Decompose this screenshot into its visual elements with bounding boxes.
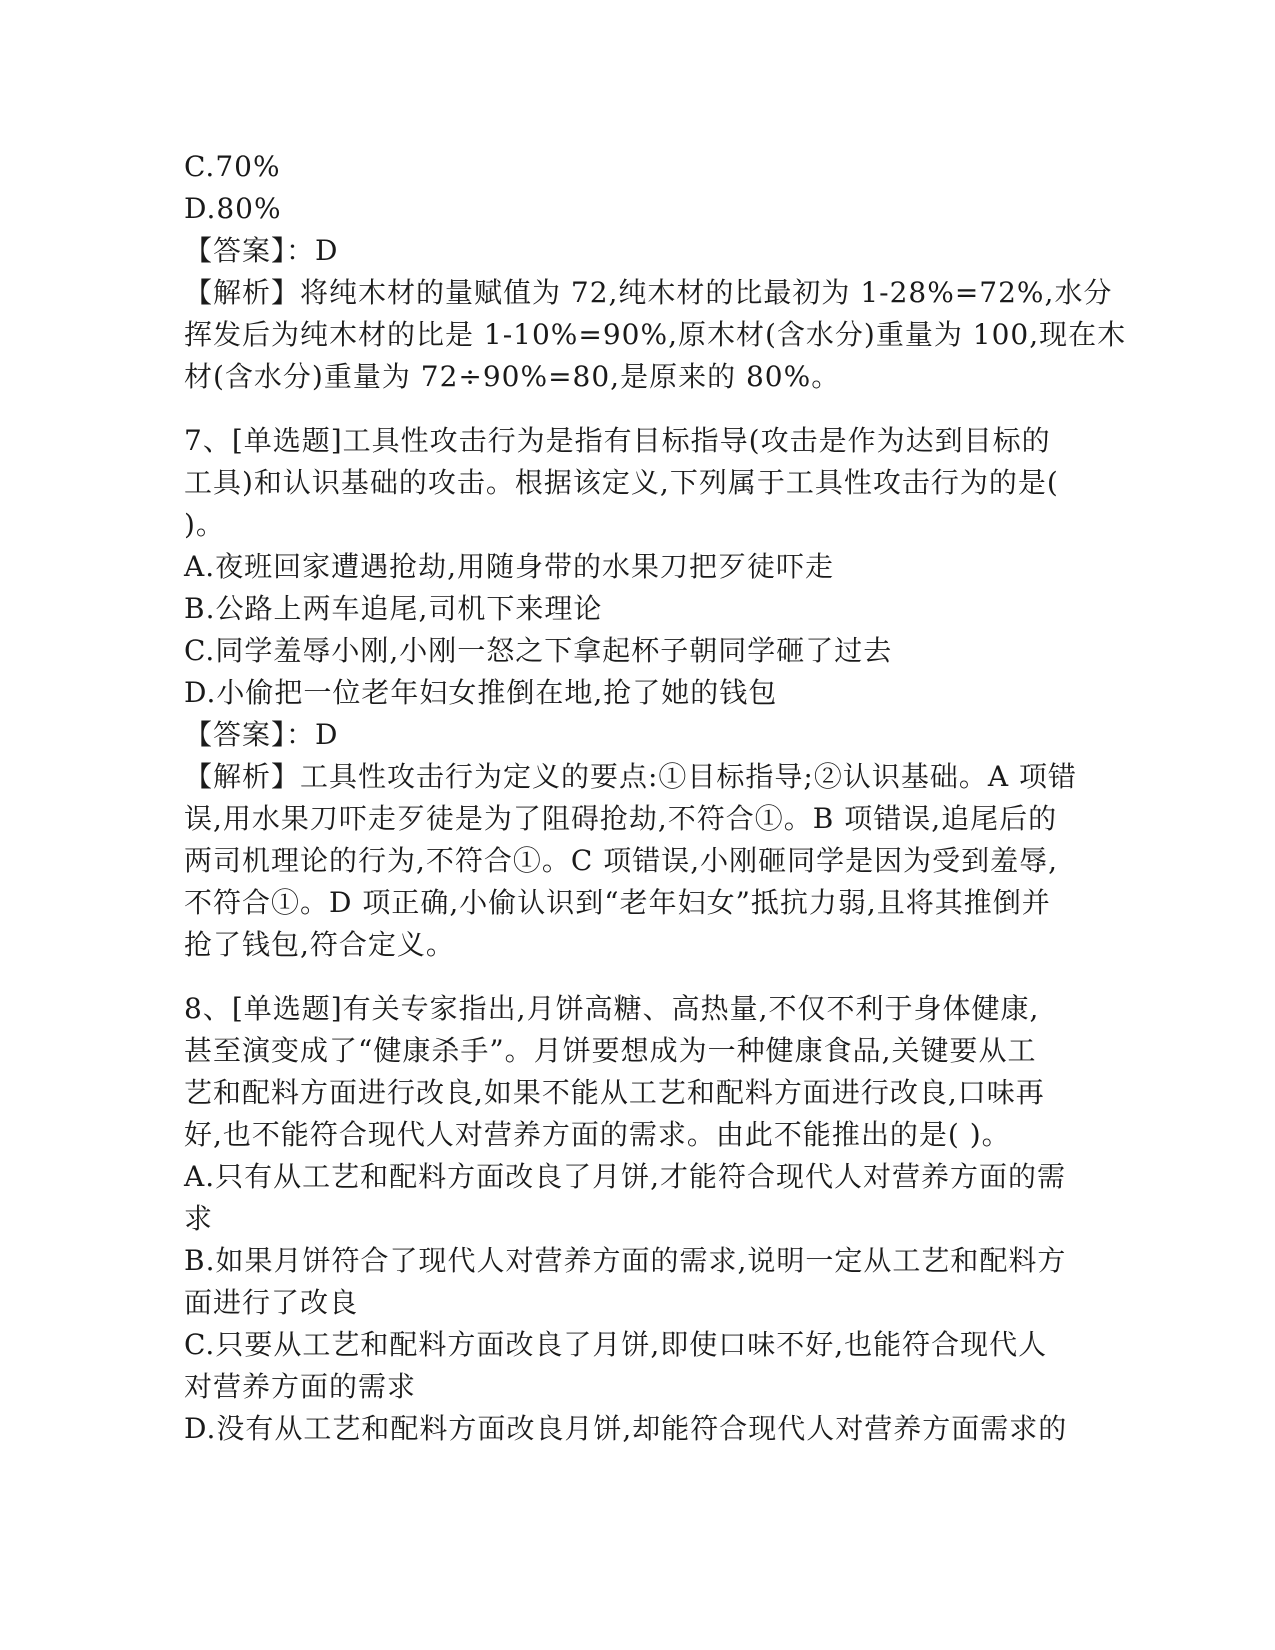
q8-stem-line: 8、[单选题]有关专家指出,月饼高糖、高热量,不仅不利于身体健康, [184,992,1040,1025]
q6-option-c: C.70% [184,150,281,183]
q8-option-a-line: 求 [184,1202,214,1235]
q7-option-b: B.公路上两车追尾,司机下来理论 [184,592,603,625]
q7-analysis-line: 两司机理论的行为,不符合①。C 项错误,小刚砸同学是因为受到羞辱, [184,844,1059,877]
question-6 [184,146,1127,398]
document-content [184,146,1127,1450]
q6-answer: 【答案】：D [184,234,339,267]
q6-option-d: D.80% [184,192,282,225]
paragraph-gap [184,398,1084,420]
question-8 [184,988,1084,1450]
q7-analysis-line: 不符合①。D 项正确,小偷认识到“老年妇女”抵抗力弱,且将其推倒并 [184,886,1051,919]
q8-option-d-line: D.没有从工艺和配料方面改良月饼,却能符合现代人对营养方面需求的 [184,1412,1068,1445]
q7-stem-line: 工具)和认识基础的攻击。根据该定义,下列属于工具性攻击行为的是( [184,466,1059,499]
question-7 [184,420,1084,966]
q6-analysis-line: 材(含水分)重量为 72÷90%=80,是原来的 80%。 [184,360,841,393]
q7-analysis-line: 误,用水果刀吓走歹徒是为了阻碍抢劫,不符合①。B 项错误,追尾后的 [184,802,1058,835]
q8-stem-line: 甚至演变成了“健康杀手”。月饼要想成为一种健康食品,关键要从工 [184,1034,1037,1067]
q6-analysis-line: 【解析】将纯木材的量赋值为 72,纯木材的比最初为 1-28%=72%,水分 [184,276,1113,309]
q8-option-c-line: C.只要从工艺和配料方面改良了月饼,即使口味不好,也能符合现代人 [184,1328,1048,1361]
q7-stem-line: 7、[单选题]工具性攻击行为是指有目标指导(攻击是作为达到目标的 [184,424,1051,457]
q7-analysis-line: 抢了钱包,符合定义。 [184,928,455,961]
q8-stem-line: 艺和配料方面进行改良,如果不能从工艺和配料方面进行改良,口味再 [184,1076,1045,1109]
q7-option-d: D.小偷把一位老年妇女推倒在地,抢了她的钱包 [184,676,778,709]
paragraph-gap [184,966,1084,988]
q7-analysis-line: 【解析】工具性攻击行为定义的要点:①目标指导;②认识基础。A 项错 [184,760,1077,793]
q7-answer: 【答案】：D [184,718,339,751]
q8-option-c-line: 对营养方面的需求 [184,1370,417,1403]
q7-stem-line: )。 [184,508,225,541]
q7-option-c: C.同学羞辱小刚,小刚一怒之下拿起杯子朝同学砸了过去 [184,634,893,667]
q8-option-b-line: B.如果月饼符合了现代人对营养方面的需求,说明一定从工艺和配料方 [184,1244,1067,1277]
q8-option-b-line: 面进行了改良 [184,1286,359,1319]
q6-analysis-line: 挥发后为纯木材的比是 1-10%=90%,原木材(含水分)重量为 100,现在木 [184,318,1127,351]
q8-stem-line: 好,也不能符合现代人对营养方面的需求。由此不能推出的是( )。 [184,1118,1011,1151]
q7-option-a: A.夜班回家遭遇抢劫,用随身带的水果刀把歹徒吓走 [184,550,835,583]
q8-option-a-line: A.只有从工艺和配料方面改良了月饼,才能符合现代人对营养方面的需 [184,1160,1067,1193]
